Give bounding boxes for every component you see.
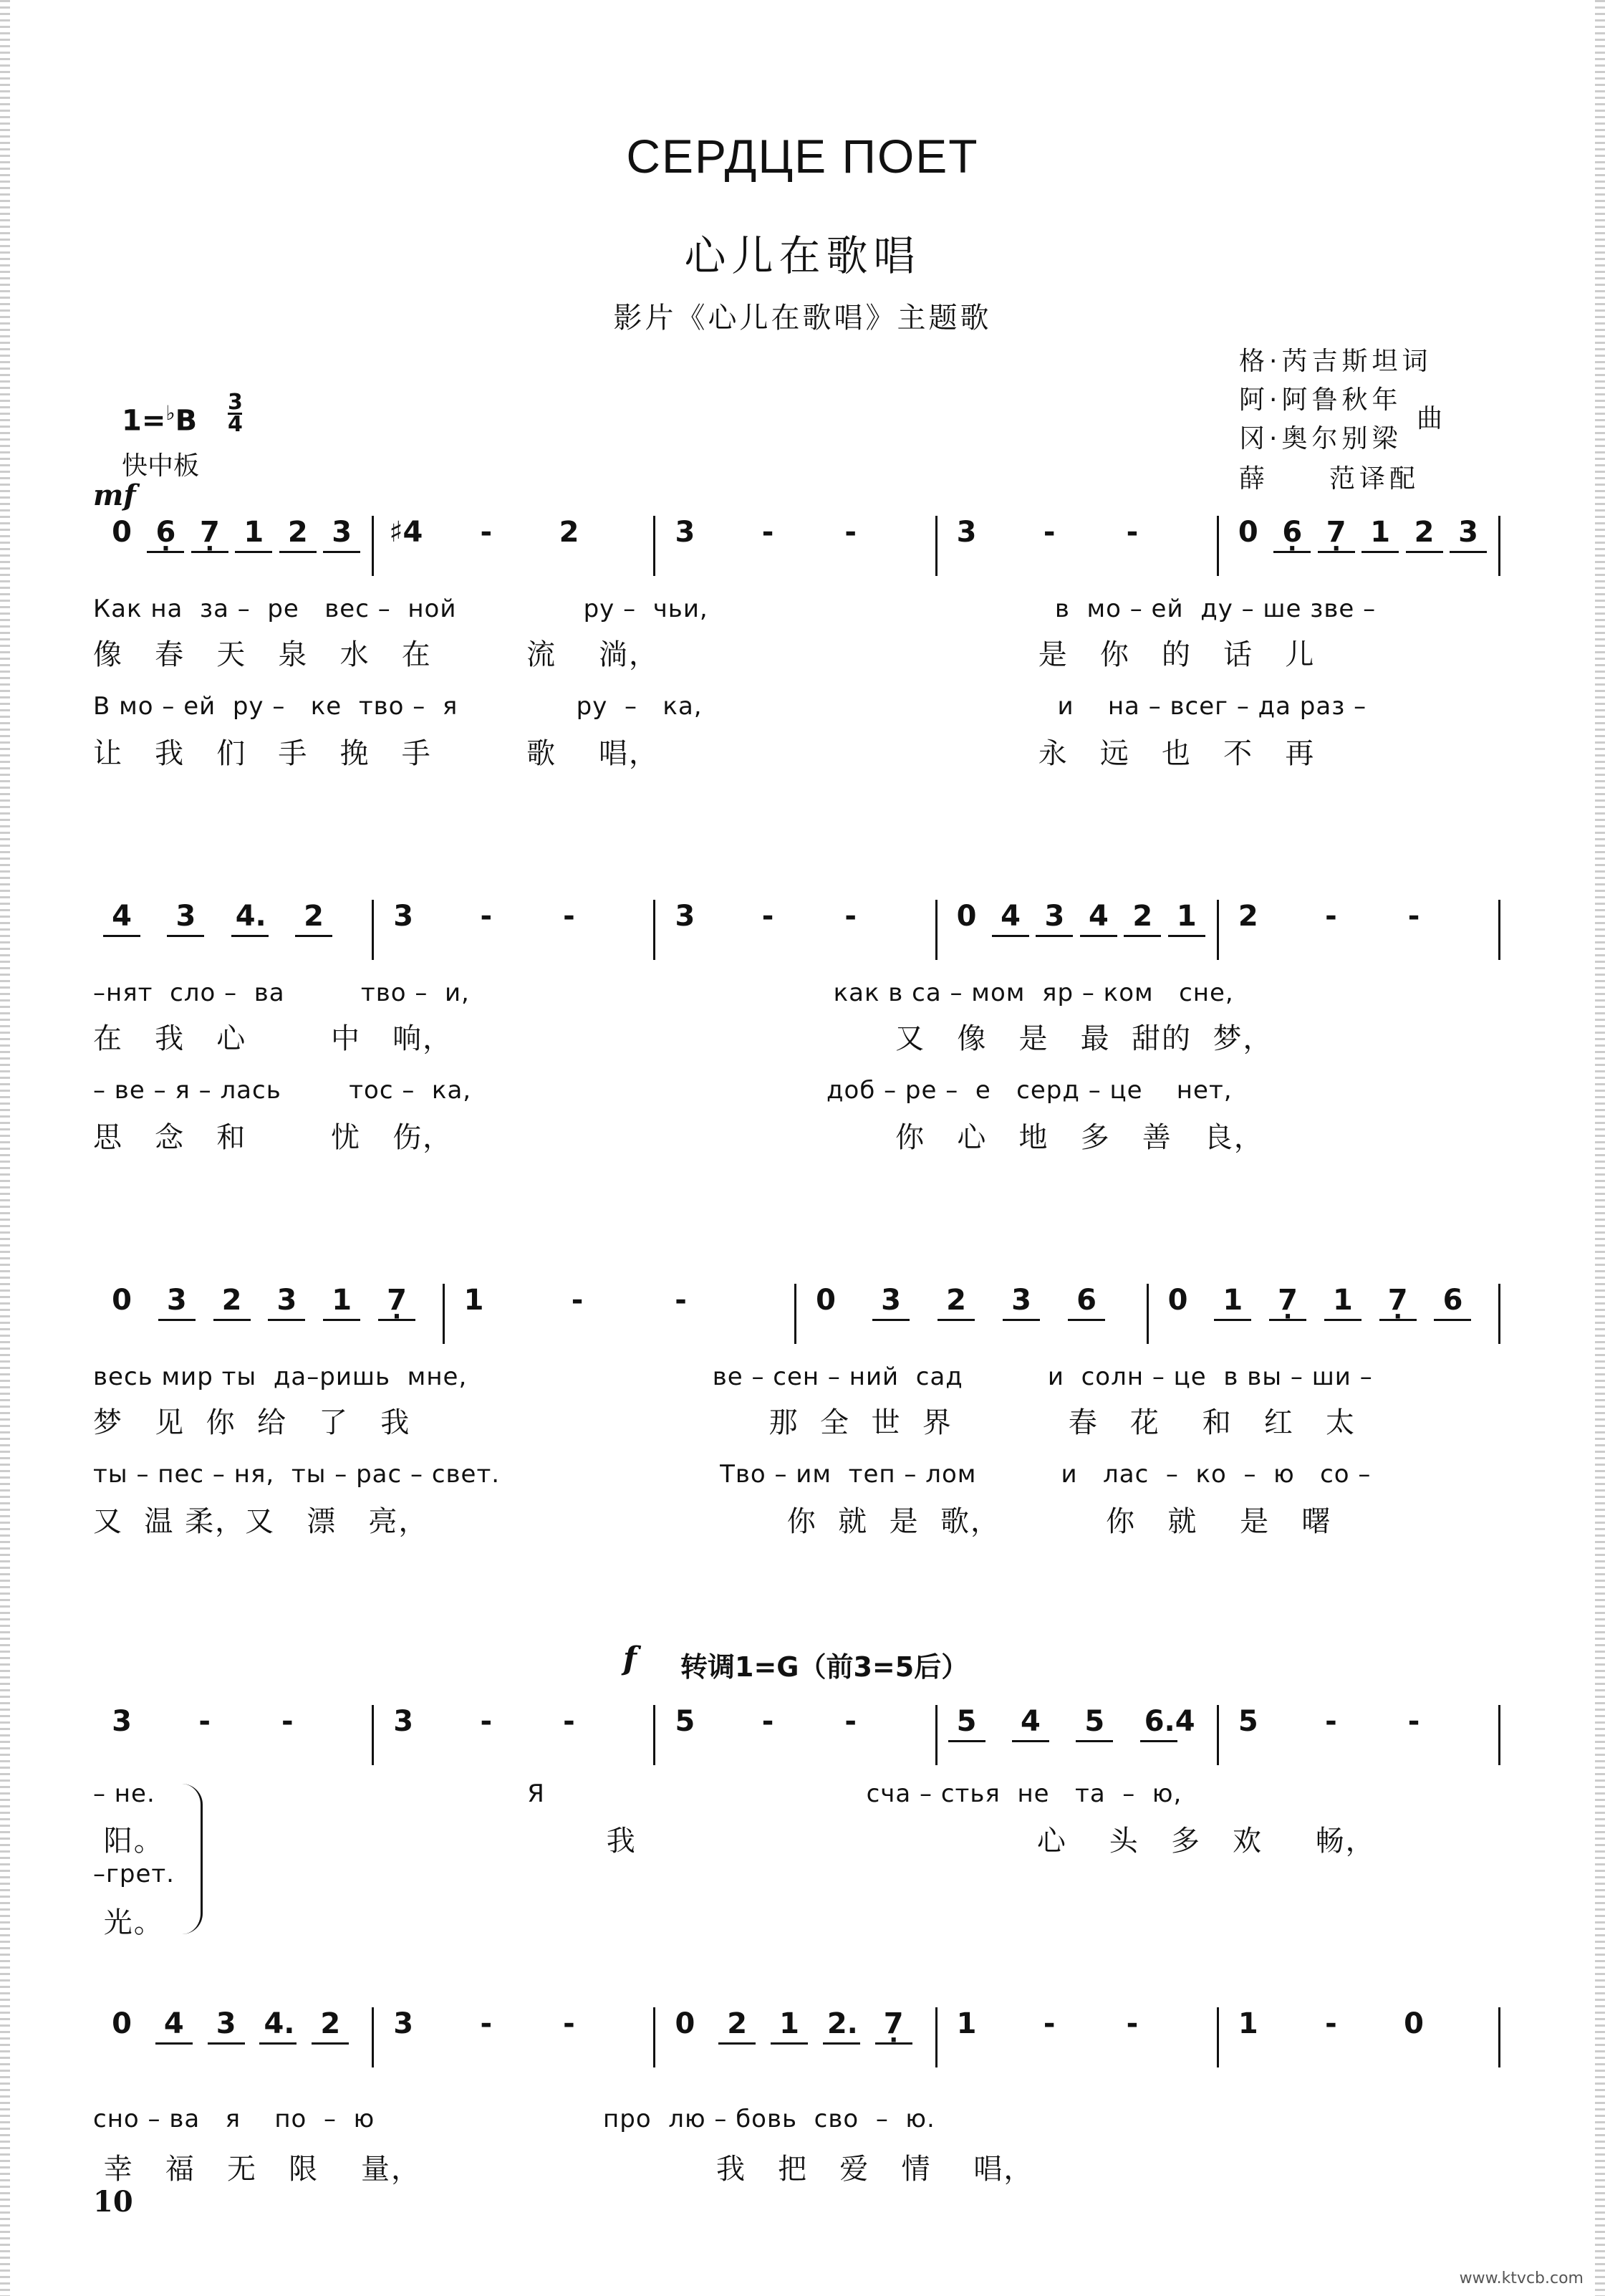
note: 5 <box>1080 1705 1109 1738</box>
verse-brace <box>182 1784 203 1934</box>
note: ♯4 <box>389 516 423 549</box>
dash: - <box>571 1284 584 1317</box>
note: 4 <box>107 900 136 933</box>
dash: - <box>563 1705 575 1738</box>
note: 4. <box>235 900 266 933</box>
note: 3 <box>877 1284 905 1317</box>
note: 2 <box>218 1284 246 1317</box>
lyric-ru-1: – не. Я сча – стья не та – ю, <box>93 1779 1182 1808</box>
tempo-marking: 快中板 <box>122 451 200 481</box>
note: 3 <box>393 2007 414 2040</box>
watermark: www.ktvcb.com <box>1459 2269 1584 2287</box>
note: 2 <box>1128 900 1157 933</box>
lyric-ru-1: сно – ва я по – ю про лю – бовь сво – ю. <box>93 2105 935 2133</box>
lyric-ru-1: Как на за – ре вес – ной ру – чьи, в мо – ей ду – ше зве – <box>93 595 1377 623</box>
bar-line <box>653 2007 655 2067</box>
bar-line <box>372 900 374 960</box>
bar-line <box>653 1705 655 1765</box>
notes-row <box>93 516 1501 566</box>
note: 4. <box>264 2007 295 2040</box>
bar-line <box>1498 900 1500 960</box>
lyric-zh-1: 幸 福 无 限 量， 我 把 爱 情 唱， <box>93 2153 1034 2186</box>
dynamic-f: f <box>623 1641 637 1677</box>
note: · 7 <box>1322 516 1351 549</box>
lyric-ru-2: –грет. <box>93 1860 175 1888</box>
bar-line <box>372 1705 374 1765</box>
film-note: 影片《心儿在歌唱》主题歌 <box>613 302 992 335</box>
note: 3 <box>393 1705 414 1738</box>
note: 1 <box>775 2007 804 2040</box>
key-note: B <box>175 404 198 438</box>
credit-lyricist: 格·芮吉斯坦词 <box>1239 347 1432 376</box>
note: 0 <box>112 1284 132 1317</box>
note: 2. <box>826 2007 858 2040</box>
song-title: СЕРДЦЕ ПОЕТ <box>626 130 979 183</box>
dash: - <box>761 516 774 549</box>
note: 3 <box>112 1705 132 1738</box>
dash: - <box>1325 900 1337 933</box>
bar-line <box>794 1284 796 1344</box>
lyric-ru-2: ты – пес – ня, ты – рас – свет. Тво – им теп – лом и лас – ко – ю со – <box>93 1460 1372 1489</box>
lyric-ru-2: – ве – я – лась тос – ка, доб – ре – е серд – це нет, <box>93 1076 1233 1105</box>
note: 1 <box>327 1284 356 1317</box>
dash: - <box>480 1705 493 1738</box>
dash: - <box>844 516 857 549</box>
note: 3 <box>675 900 695 933</box>
note: 1 <box>956 2007 977 2040</box>
notes-row <box>93 2007 1501 2057</box>
note: 3 <box>1007 1284 1036 1317</box>
lyric-zh-1: 梦 见 你 给 了 我 那 全 世 界 春 花 和 红 太 <box>93 1406 1356 1439</box>
dash: - <box>281 1705 294 1738</box>
page-edge-right <box>1595 0 1605 2296</box>
note: 3 <box>272 1284 301 1317</box>
page-number: 10 <box>93 2185 133 2219</box>
credit-composer-1: 阿·阿鲁秋年 <box>1239 385 1402 415</box>
note: 2 <box>723 2007 751 2040</box>
bar-line <box>1217 516 1219 576</box>
note: 4 <box>1016 1705 1045 1738</box>
dash: - <box>480 516 493 549</box>
time-bottom: 4 <box>228 412 243 437</box>
bar-line <box>653 900 655 960</box>
lyric-zh-2: 思 念 和 忧 伤， 你 心 地 多 善 良， <box>93 1121 1264 1154</box>
dash: - <box>563 900 575 933</box>
dash: - <box>1043 516 1056 549</box>
note: · 7 <box>1384 1284 1412 1317</box>
dash: - <box>1043 2007 1056 2040</box>
notes-row <box>93 900 1501 950</box>
note: 3 <box>393 900 414 933</box>
note: 2 <box>1410 516 1439 549</box>
time-top: 3 <box>228 390 243 415</box>
lyric-zh-2: 又 温 柔，又 漂 亮， 你 就 是 歌， 你 就 是 曙 <box>93 1505 1332 1538</box>
bar-line <box>1498 1705 1500 1765</box>
note: 1 <box>1218 1284 1247 1317</box>
note: 2 <box>1238 900 1258 933</box>
lyric-zh-1: 在 我 心 中 响， 又 像 是 最 甜的 梦， <box>93 1022 1273 1055</box>
dash: - <box>1325 2007 1337 2040</box>
note: 4 <box>160 2007 188 2040</box>
note: 6.4 <box>1144 1705 1195 1738</box>
note: 2 <box>284 516 312 549</box>
dynamic-mf: mf <box>93 479 136 512</box>
bar-line <box>935 900 938 960</box>
bar-line <box>935 1705 938 1765</box>
note: 0 <box>112 2007 132 2040</box>
note: · 6 <box>1278 516 1306 549</box>
note: 2 <box>299 900 328 933</box>
bar-line <box>653 516 655 576</box>
notes-row <box>93 1284 1501 1334</box>
note: 0 <box>112 516 132 549</box>
lyric-ru-1: весь мир ты да–ришь мне, ве – сен – ний сад и солн – це в вы – ши – <box>93 1363 1373 1391</box>
dash: - <box>844 1705 857 1738</box>
dash: - <box>1325 1705 1337 1738</box>
lyric-zh-1: 阳。 我 心 头 多 欢 畅， <box>93 1825 1376 1858</box>
bar-line <box>1498 516 1500 576</box>
bar-line <box>1217 2007 1219 2067</box>
note: 3 <box>956 516 977 549</box>
note: 4 <box>1084 900 1113 933</box>
notes-row <box>93 1705 1501 1755</box>
note: 3 <box>171 900 200 933</box>
note: 6 <box>1438 1284 1467 1317</box>
modulation-text: 转调1=G（前3=5后） <box>680 1651 969 1683</box>
lyric-zh-1: 像 春 天 泉 水 在 流 淌， 是 你 的 话 儿 <box>93 638 1316 671</box>
note: · 7 <box>196 516 224 549</box>
note: 4 <box>996 900 1025 933</box>
dash: - <box>1407 900 1420 933</box>
dash: - <box>761 900 774 933</box>
note: · 7 <box>879 2007 908 2040</box>
page-edge-left <box>0 0 10 2296</box>
note: 2 <box>942 1284 970 1317</box>
note: 3 <box>1040 900 1069 933</box>
song-subtitle: 心儿在歌唱 <box>684 231 921 280</box>
lyric-zh-2: 光。 <box>93 1906 164 1939</box>
dash: - <box>563 2007 575 2040</box>
note: 5 <box>953 1705 981 1738</box>
credit-composer-2: 冈·奥尔别梁 <box>1239 424 1402 453</box>
note: · 7 <box>382 1284 411 1317</box>
note: 5 <box>1238 1705 1258 1738</box>
credit-qu: 曲 <box>1417 404 1447 433</box>
credit-translator: 薛 范译配 <box>1239 464 1420 494</box>
dash: - <box>198 1705 211 1738</box>
note: 1 <box>1238 2007 1258 2040</box>
note: 3 <box>327 516 356 549</box>
dash: - <box>761 1705 774 1738</box>
note: 0 <box>675 2007 695 2040</box>
note: 3 <box>1454 516 1483 549</box>
key-signature <box>122 401 197 437</box>
note: 1 <box>1366 516 1394 549</box>
note: 1 <box>1329 1284 1357 1317</box>
note: 3 <box>163 1284 191 1317</box>
bar-line <box>1217 900 1219 960</box>
note: 1 <box>463 1284 484 1317</box>
bar-line <box>1147 1284 1149 1344</box>
note: 2 <box>316 2007 344 2040</box>
lyric-ru-1: –нят сло – ва тво – и, как в са – мом яр – ком сне, <box>93 979 1234 1007</box>
dash: - <box>675 1284 687 1317</box>
bar-line <box>372 516 374 576</box>
flat-sign: ♭ <box>165 401 175 425</box>
dash: - <box>1126 2007 1139 2040</box>
note: 0 <box>956 900 977 933</box>
note: 3 <box>675 516 695 549</box>
dash: - <box>1407 1705 1420 1738</box>
lyric-ru-2: В мо – ей ру – ке тво – я ру – ка, и на – всег – да раз – <box>93 692 1367 721</box>
note: 0 <box>1238 516 1258 549</box>
note: 0 <box>1404 2007 1425 2040</box>
note: 0 <box>1167 1284 1188 1317</box>
note: · 7 <box>1273 1284 1302 1317</box>
note: 6 <box>1072 1284 1101 1317</box>
bar-line <box>935 516 938 576</box>
time-signature <box>228 390 243 437</box>
bar-line <box>935 2007 938 2067</box>
key-prefix: 1= <box>122 404 166 438</box>
note: · 6 <box>151 516 180 549</box>
bar-line <box>1217 1705 1219 1765</box>
note: 1 <box>239 516 268 549</box>
lyric-zh-2: 让 我 们 手 挽 手 歌 唱， 永 远 也 不 再 <box>93 737 1316 770</box>
bar-line <box>1498 2007 1500 2067</box>
note: 0 <box>816 1284 836 1317</box>
bar-line <box>372 2007 374 2067</box>
dash: - <box>480 2007 493 2040</box>
bar-line <box>1498 1284 1500 1344</box>
dash: - <box>844 900 857 933</box>
note: 5 <box>675 1705 695 1738</box>
note: 2 <box>559 516 579 549</box>
note: 3 <box>212 2007 241 2040</box>
bar-line <box>443 1284 445 1344</box>
note: 1 <box>1172 900 1201 933</box>
dash: - <box>480 900 493 933</box>
dash: - <box>1126 516 1139 549</box>
